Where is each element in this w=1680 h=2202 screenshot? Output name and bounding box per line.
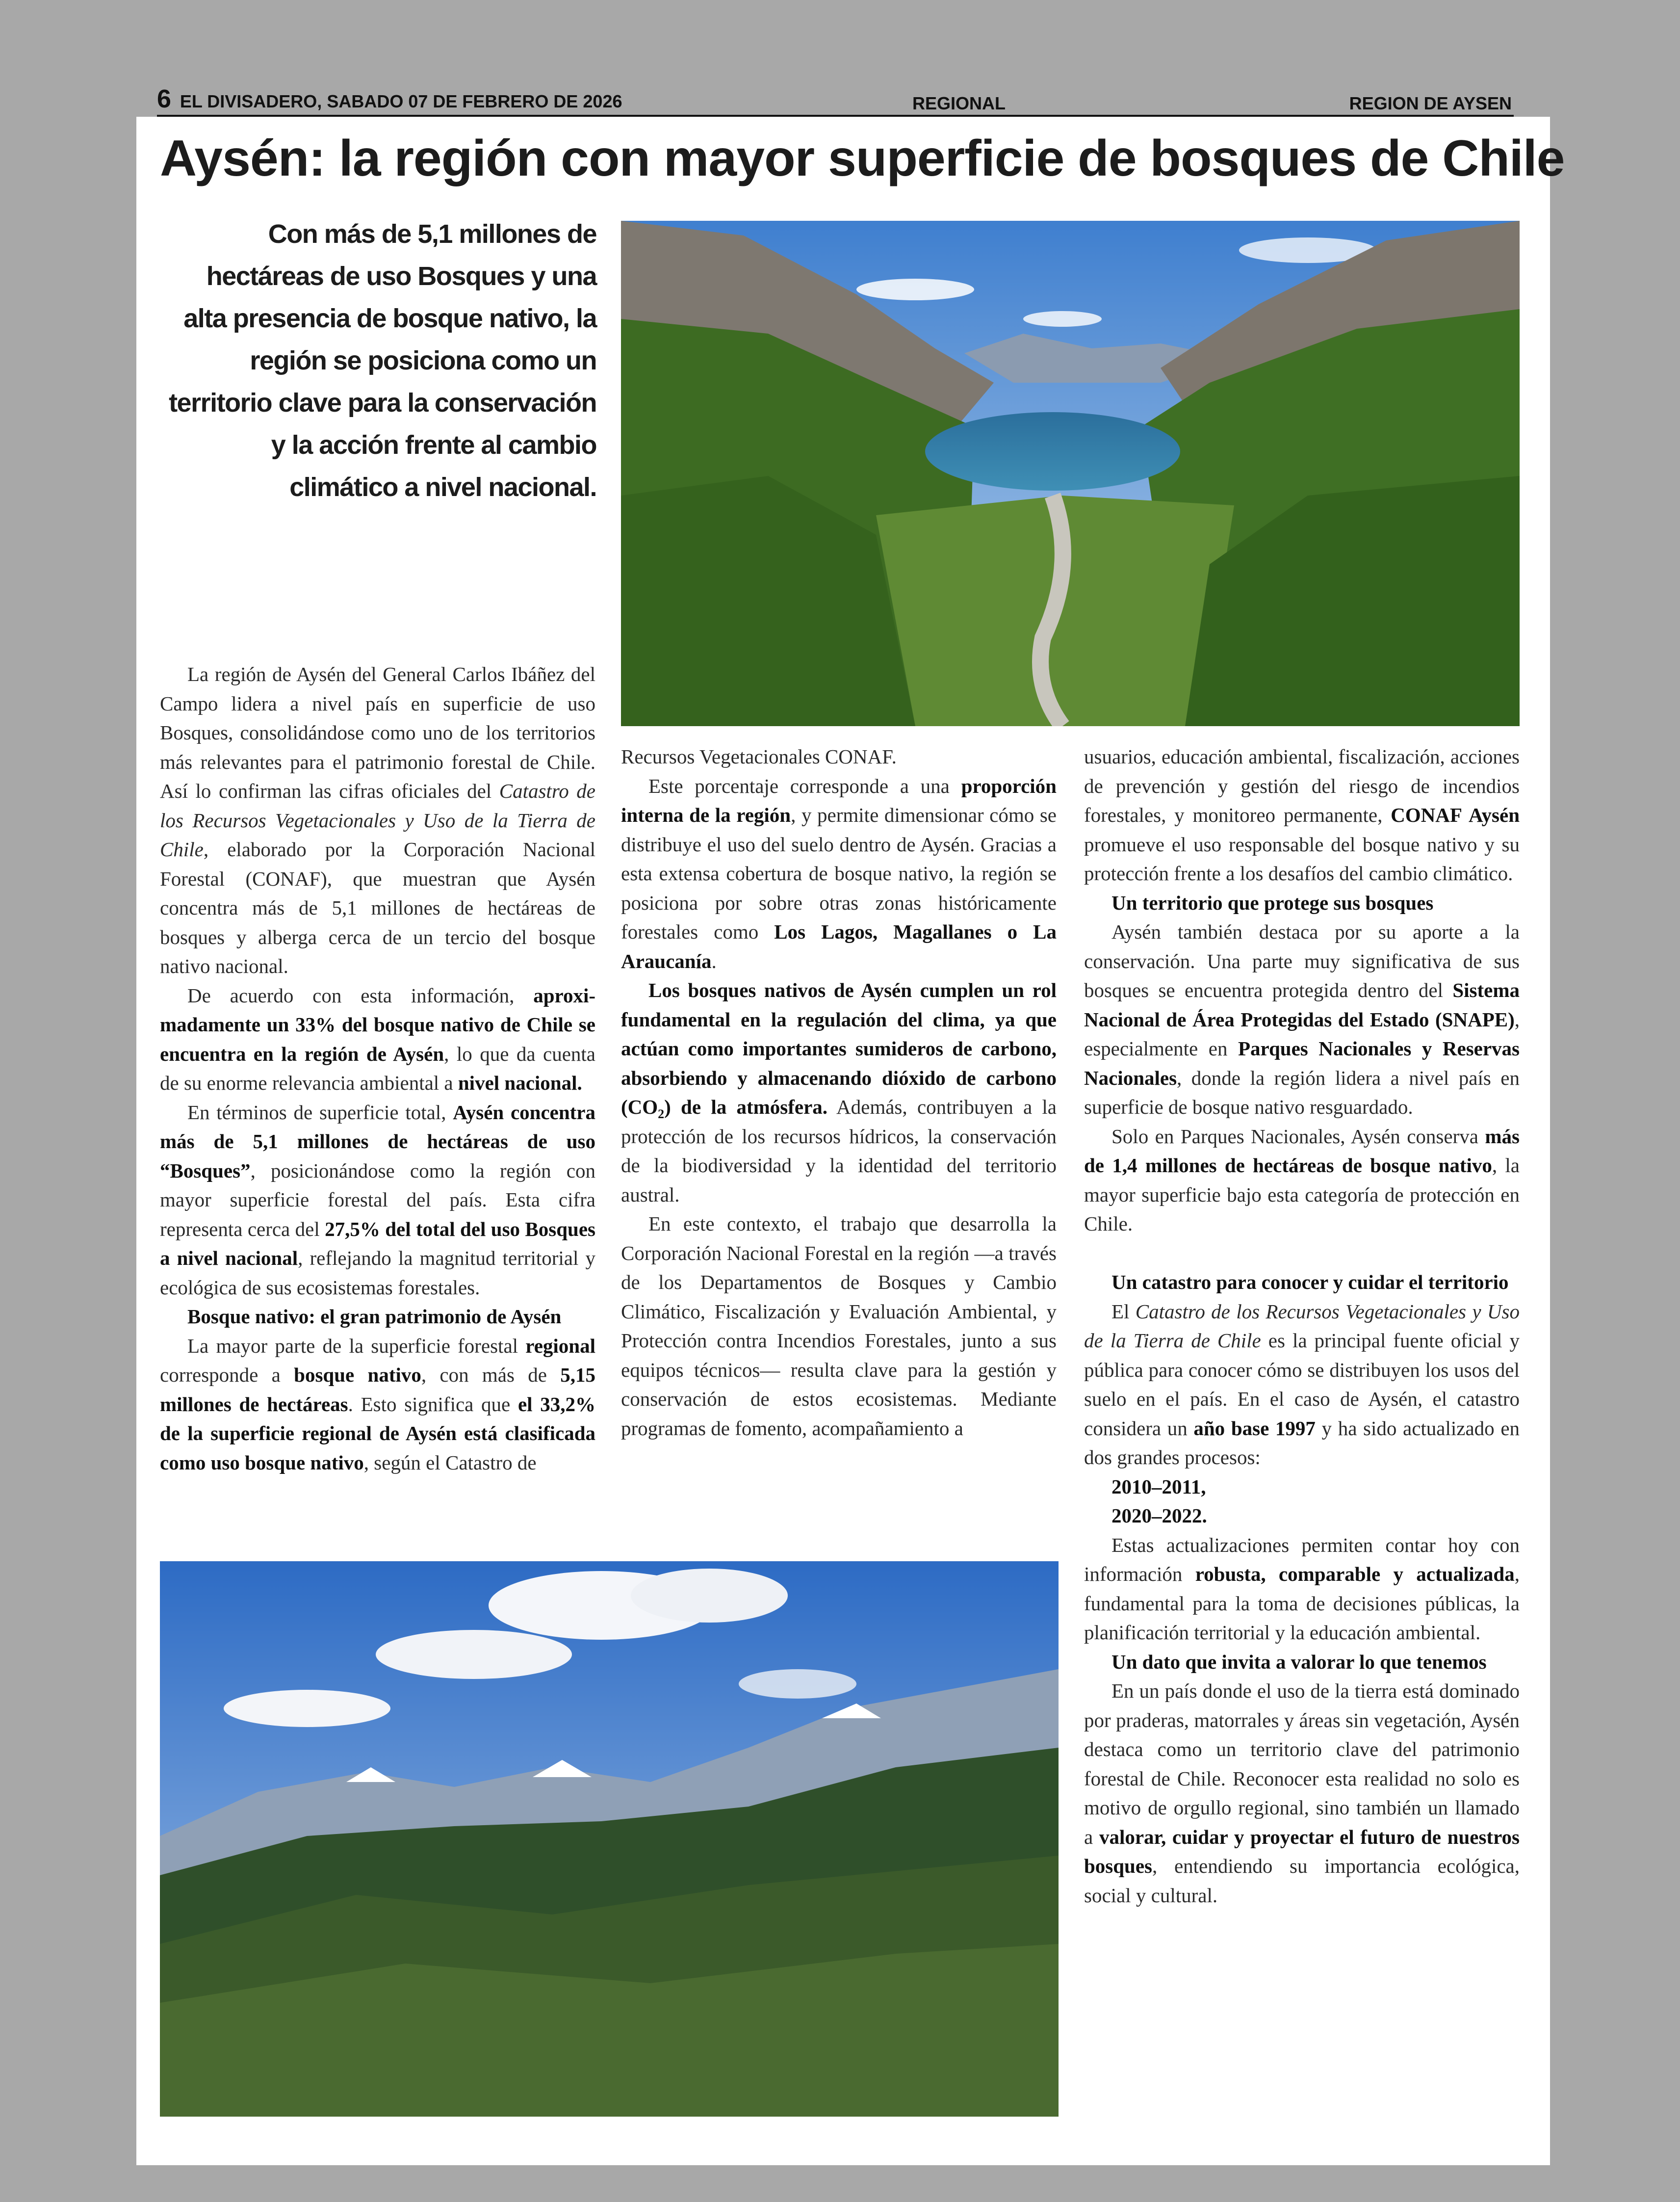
paragraph: En términos de superficie total, Aysén concentra más de 5,1 millones de hectáreas de uso “Bosques”, posicionándose como la región con mayor superficie forestal del país. Esta cifra representa cerca del 27,5% del total del uso Bosques a nivel nacional, reflejando la magnitud territorial y ecológica de sus ecosistemas forestales.	[160, 1101, 596, 1299]
paragraph: El Catastro de los Recursos Vegetacionales y Uso de la Tierra de Chile es la principal fuente oficial y pública para conocer cómo se distribuyen los usos del suelo en el país. En el caso de Aysén, el catastro considera un año base 1997 y ha sido actualizado en dos grandes procesos:	[1084, 1300, 1520, 1468]
deck-subheadline: Con más de 5,1 millones de hectáreas de uso Bosques y una alta presencia de bosque nativo, la región se posiciona como un territorio clave para la conservación y la acción frente al cambio climático a nivel nacional.	[169, 219, 596, 502]
lake-valley-photo	[621, 221, 1520, 726]
header-left	[157, 84, 622, 114]
paragraph: Aysén también destaca por su aporte a la conservación. Una parte muy significativa de sus bosques se encuentra protegida dentro del Sistema Nacional de Área Protegidas del Estado (SNAPE), especialmente en Parques Nacionales y Reservas Nacionales, donde la región lidera a nivel país en superficie de bosque nativo resguardado.	[1084, 920, 1520, 1118]
paragraph: La región de Aysén del General Carlos Ibáñez del Campo lidera a nivel país en superficie de uso Bosques, consolidándose como uno de los territorios más relevantes para el patrimonio forestal de Chile. Así lo confirman las cifras oficiales del Catastro de los Recursos Vegetacionales y Uso de la Tierra de Chile, elaborado por la Corporación Nacional Forestal (CONAF), que muestran que Aysén concentra más de 5,1 millones de hectáreas de bosques y alberga cerca de un tercio del bosque nativo nacional.	[160, 663, 595, 977]
paragraph: usuarios, educación ambiental, fiscalización, acciones de prevención y gestión del riesgo de incendios forestales, y monitoreo permanente, CONAF Aysén promueve el uso responsable del bosque nativo y su protección frente a los desafíos del cambio climático.	[1084, 745, 1520, 885]
page-header	[157, 85, 1514, 117]
paragraph: Solo en Parques Nacionales, Aysén conserva más de 1,4 millones de hectáreas de bosque nativo, la mayor superficie bajo esta categoría de protección en Chile.	[1084, 1125, 1520, 1235]
paragraph: La mayor parte de la superficie forestal regional corresponde a bosque nativo, con más de 5,15 millones de hectáreas. Esto significa que el 33,2% de la superficie regional de Aysén está clasificada como uso bosque nativo, según el Catastro de	[160, 1334, 595, 1474]
spacer	[1084, 1239, 1520, 1268]
subheading: Un dato que invita a valorar lo que tenemos	[1111, 1650, 1487, 1673]
paragraph: Recursos Vegetacionales CONAF.	[621, 745, 897, 768]
column-3	[1084, 742, 1520, 1910]
subheading: Un territorio que protege sus bosques	[1111, 891, 1434, 914]
headline: Aysén: la región con mayor superficie de bosques de Chile	[160, 130, 1565, 187]
column-1	[160, 660, 595, 1477]
paragraph: En un país donde el uso de la tierra está dominado por praderas, matorrales y áreas sin vegetación, Aysén destaca como un territorio clave del patrimonio forestal de Chile. Reconocer esta realidad no solo es motivo de orgullo regional, sino también un llamado a valorar, cuidar y proyectar el futuro de nuestros bosques, entendiendo su importancia ecológica, social y cultural.	[1084, 1679, 1520, 1907]
subheading: Bosque nativo: el gran patrimonio de Aysén	[187, 1305, 562, 1328]
column-2	[621, 742, 1057, 1443]
date-range: 2010–2011,	[1111, 1475, 1206, 1498]
paragraph: En este contexto, el trabajo que desarrolla la Corporación Nacional Forestal en la región —a través de los Departamentos de Bosques y Cambio Climático, Fiscalización y Evaluación Ambiental, y Protección contra Incendios Forestales, junto a sus equipos técnicos— resulta clave para la gestión y conservación de estos ecosistemas. Mediante programas de fomento, acompañamiento a	[621, 1212, 1057, 1440]
paper-date: EL DIVISADERO, SABADO 07 DE FEBRERO DE 2026	[180, 91, 622, 111]
paragraph: De acuerdo con esta información, aproximadamente un 33% del bosque nativo de Chile se encuentra en la región de Aysén, lo que da cuenta de su enorme relevancia ambiental a nivel nacional.	[160, 984, 595, 1094]
paragraph: Este porcentaje corresponde a una proporción interna de la región, y permite dimensionar cómo se distribuye el uso del suelo dentro de Aysén. Gracias a esta extensa cobertura de bosque nativo, la región se posiciona por sobre otras zonas históricamente forestales como Los Lagos, Magallanes o La Araucanía.	[621, 774, 1057, 972]
region-name: REGION DE AYSEN	[1349, 93, 1512, 113]
section-name: REGIONAL	[912, 93, 1006, 113]
paragraph: Los bosques nativos de Aysén cumplen un rol fundamental en la regulación del clima, ya que actúan como importantes sumideros de carbono, absorbiendo y almacenando dióxido de carbono $(CO_2)$ de la atmósfera. Además, contribuyen a la protección de los recursos hídricos, la conservación de la biodiversidad y la identidad del territorio austral.	[621, 979, 1057, 1206]
newspaper-page	[136, 117, 1565, 2165]
paragraph: Estas actualizaciones permiten contar hoy con información robusta, comparable y actualizada, fundamental para la toma de decisiones públicas, la planificación territorial y la educación ambiental.	[1084, 1533, 1520, 1644]
forest-mountains-photo	[160, 1561, 1059, 2117]
page-number: 6	[157, 85, 171, 113]
date-range: 2020–2022.	[1111, 1504, 1207, 1527]
subheading: Un catastro para conocer y cuidar el territorio	[1111, 1271, 1509, 1293]
